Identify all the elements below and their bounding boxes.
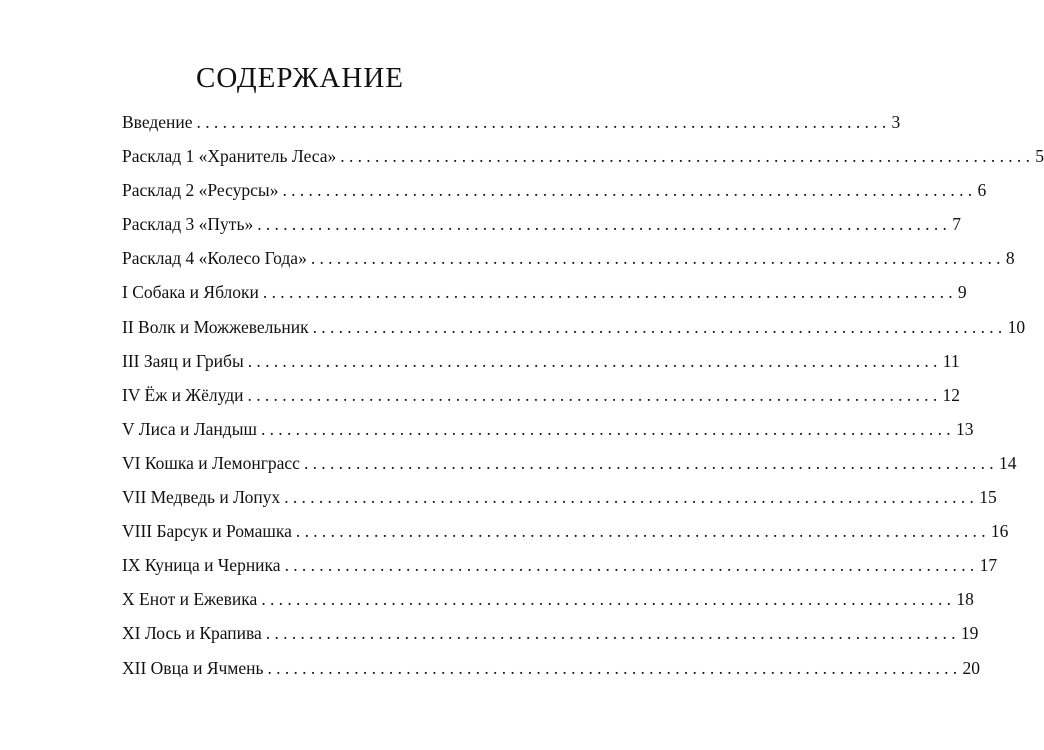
dot-leader: ................................................................................ xyxy=(257,214,952,235)
toc-entry[interactable] xyxy=(122,146,1044,180)
toc-entry[interactable] xyxy=(122,521,1009,555)
dot-leader: ................................................................................ xyxy=(310,248,1005,269)
toc-entry-label: X Енот и Ежевика xyxy=(122,589,258,610)
toc-entry-label: V Лиса и Ландыш xyxy=(122,418,257,439)
toc-entry-page: 17 xyxy=(979,555,998,576)
page-title: СОДЕРЖАНИЕ xyxy=(196,62,404,94)
toc-entry[interactable] xyxy=(122,418,974,453)
toc-entry[interactable] xyxy=(122,555,998,589)
toc-entry-page: 15 xyxy=(979,487,997,508)
dot-leader: ................................................................................ xyxy=(247,384,942,405)
dot-leader: ................................................................................ xyxy=(265,623,960,644)
dot-leader: ................................................................................ xyxy=(262,282,957,303)
toc-entry-page: 18 xyxy=(956,589,974,610)
toc-entry-page: 5 xyxy=(1035,146,1044,167)
toc-entry-page: 13 xyxy=(955,418,974,439)
toc-entry-page: 19 xyxy=(960,623,979,644)
dot-leader: ................................................................................ xyxy=(261,589,956,610)
toc-entry-page: 10 xyxy=(1007,316,1026,337)
dot-leader: ................................................................................ xyxy=(284,555,979,576)
toc-entry[interactable] xyxy=(122,248,1015,282)
toc-entry[interactable] xyxy=(122,214,961,248)
toc-entry[interactable] xyxy=(122,350,960,385)
toc-entry[interactable] xyxy=(122,282,967,316)
toc-entry-label: II Волк и Можжевельник xyxy=(122,316,309,337)
dot-leader: ................................................................................ xyxy=(295,521,990,542)
toc-entry-page: 7 xyxy=(952,214,961,235)
toc-entry[interactable] xyxy=(122,316,1026,351)
dot-leader: ................................................................................ xyxy=(340,146,1035,167)
toc-entry[interactable] xyxy=(122,623,979,657)
toc-entry-label: Расклад 4 «Колесо Года» xyxy=(122,248,307,269)
toc-entry-page: 16 xyxy=(990,521,1009,542)
toc-entry-label: VII Медведь и Лопух xyxy=(122,487,281,508)
toc-entry-label: Расклад 2 «Ресурсы» xyxy=(122,180,279,201)
toc-entry-label: XII Овца и Ячмень xyxy=(122,657,264,678)
toc-entry-page: 8 xyxy=(1005,248,1015,269)
toc-entry-page: 6 xyxy=(977,180,987,201)
toc-entry-page: 12 xyxy=(942,384,961,405)
dot-leader: ................................................................................ xyxy=(196,112,891,132)
toc-entry-page: 9 xyxy=(957,282,967,303)
toc-entry-label: Расклад 1 «Хранитель Леса» xyxy=(122,146,337,167)
toc-entry-page: 14 xyxy=(998,452,1017,473)
toc-entry-label: Введение xyxy=(122,112,193,132)
toc-entry-label: I Собака и Яблоки xyxy=(122,282,259,303)
dot-leader: ................................................................................ xyxy=(247,350,942,371)
toc-entry-label: VI Кошка и Лемонграсс xyxy=(122,452,300,473)
toc-entry-label: VIII Барсук и Ромашка xyxy=(122,521,292,542)
table-of-contents xyxy=(122,112,1044,692)
dot-leader: ................................................................................ xyxy=(260,418,955,439)
toc-entry[interactable] xyxy=(122,487,997,521)
dot-leader: ................................................................................ xyxy=(312,316,1007,337)
dot-leader: ................................................................................ xyxy=(267,657,962,678)
toc-entry[interactable] xyxy=(122,589,974,623)
toc-entry[interactable] xyxy=(122,657,980,692)
toc-entry-label: IX Куница и Черника xyxy=(122,555,281,576)
toc-entry-label: Расклад 3 «Путь» xyxy=(122,214,254,235)
toc-entry-page: 20 xyxy=(962,657,980,678)
toc-entry-label: IV Ёж и Жёлуди xyxy=(122,384,244,405)
toc-entry-label: XI Лось и Крапива xyxy=(122,623,262,644)
toc-entry-page: 3 xyxy=(891,112,901,132)
toc-entry[interactable] xyxy=(122,452,1017,487)
toc-entry-page: 11 xyxy=(942,350,960,371)
toc-entry[interactable] xyxy=(122,112,901,146)
dot-leader: ................................................................................ xyxy=(303,452,998,473)
dot-leader: ................................................................................ xyxy=(282,180,977,201)
toc-entry-label: III Заяц и Грибы xyxy=(122,350,244,371)
dot-leader: ................................................................................ xyxy=(284,487,979,508)
toc-entry[interactable] xyxy=(122,384,961,419)
toc-entry[interactable] xyxy=(122,180,987,214)
